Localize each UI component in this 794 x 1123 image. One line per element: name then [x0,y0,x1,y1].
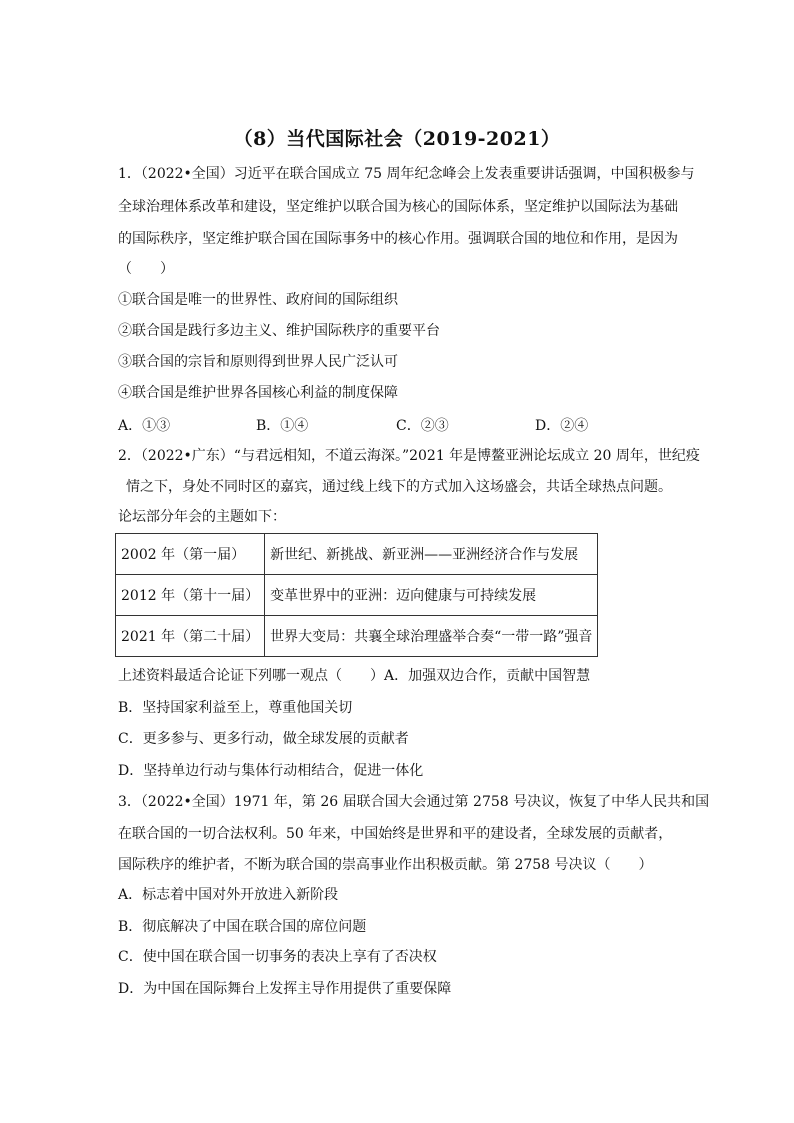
table-cell-year: 2012 年（第十一届） [116,575,265,616]
q1-option-b: B．①④ [256,418,309,434]
q2-stem-after: 上述资料最适合论证下列哪一观点（ ）A．加强双边合作，贡献中国智慧 [118,668,591,684]
q2-option-c: C．更多参与、更多行动，做全球发展的贡献者 [118,731,409,747]
table-cell-year: 2002 年（第一届） [116,534,265,575]
q3-option-a: A．标志着中国对外开放进入新阶段 [118,887,339,903]
q2-stem-line-3: 论坛部分年会的主题如下： [118,509,286,525]
table-cell-theme: 新世纪、新挑战、新亚洲——亚洲经济合作与发展 [265,534,598,575]
q3-option-c: C．使中国在联合国一切事务的表决上享有了否决权 [118,949,437,965]
q3-stem-line-3: 国际秩序的维护者，不断为联合国的崇高事业作出积极贡献。第 2758 号决议（ ） [118,857,653,873]
q1-option-c: C．②③ [396,418,449,434]
q1-stem-line-2: 全球治理体系改革和建设，坚定维护以联合国为核心的国际体系，坚定维护以国际法为基础 [118,199,678,215]
table-row [116,575,598,616]
q1-options [118,415,688,435]
page-title: （8）当代国际社会（2019-2021） [233,128,561,150]
table-cell-theme: 世界大变局：共襄全球治理盛举合奏“一带一路”强音 [265,616,598,657]
table-row [116,616,598,657]
table-cell-theme: 变革世界中的亚洲：迈向健康与可持续发展 [265,575,598,616]
q1-statement-2: ②联合国是践行多边主义、维护国际秩序的重要平台 [118,323,440,339]
q1-statement-1: ①联合国是唯一的世界性、政府间的国际组织 [118,292,398,308]
q2-stem-line-2: 情之下，身处不同时区的嘉宾，通过线上线下的方式加入这场盛会，共话全球热点问题。 [126,479,672,495]
q1-option-a: A．①③ [118,418,171,434]
q3-stem-line-2: 在联合国的一切合法权利。50 年来，中国始终是世界和平的建设者，全球发展的贡献者， [118,826,673,842]
q1-option-d: D．②④ [535,418,589,434]
q2-option-d: D．坚持单边行动与集体行动相结合，促进一体化 [118,763,424,779]
q2-stem-line-1: 2．（2022•广东）“与君远相知，不道云海深。”2021 年是博鳌亚洲论坛成立 20 周年，世纪疫 [118,448,700,464]
q1-stem-line-4: （ ） [118,261,174,277]
q3-option-d: D．为中国在国际舞台上发挥主导作用提供了重要保障 [118,981,452,997]
table-cell-year: 2021 年（第二十届） [116,616,265,657]
q1-statement-4: ④联合国是维护世界各国核心利益的制度保障 [118,385,398,401]
q3-stem-line-1: 3．（2022•全国）1971 年，第 26 届联合国大会通过第 2758 号决议，恢复了中华人民共和国 [118,794,710,810]
q1-stem-line-3: 的国际秩序，坚定维护联合国在国际事务中的核心作用。强调联合国的地位和作用，是因为 [118,231,678,247]
q2-option-b: B．坚持国家利益至上，尊重他国关切 [118,700,353,716]
q3-option-b: B．彻底解决了中国在联合国的席位问题 [118,919,367,935]
table-row [116,534,598,575]
q1-statement-3: ③联合国的宗旨和原则得到世界人民广泛认可 [118,354,398,370]
q1-stem-line-1: 1．（2022•全国）习近平在联合国成立 75 周年纪念峰会上发表重要讲话强调，中国积极参与 [118,166,695,182]
forum-themes-table [115,533,598,657]
